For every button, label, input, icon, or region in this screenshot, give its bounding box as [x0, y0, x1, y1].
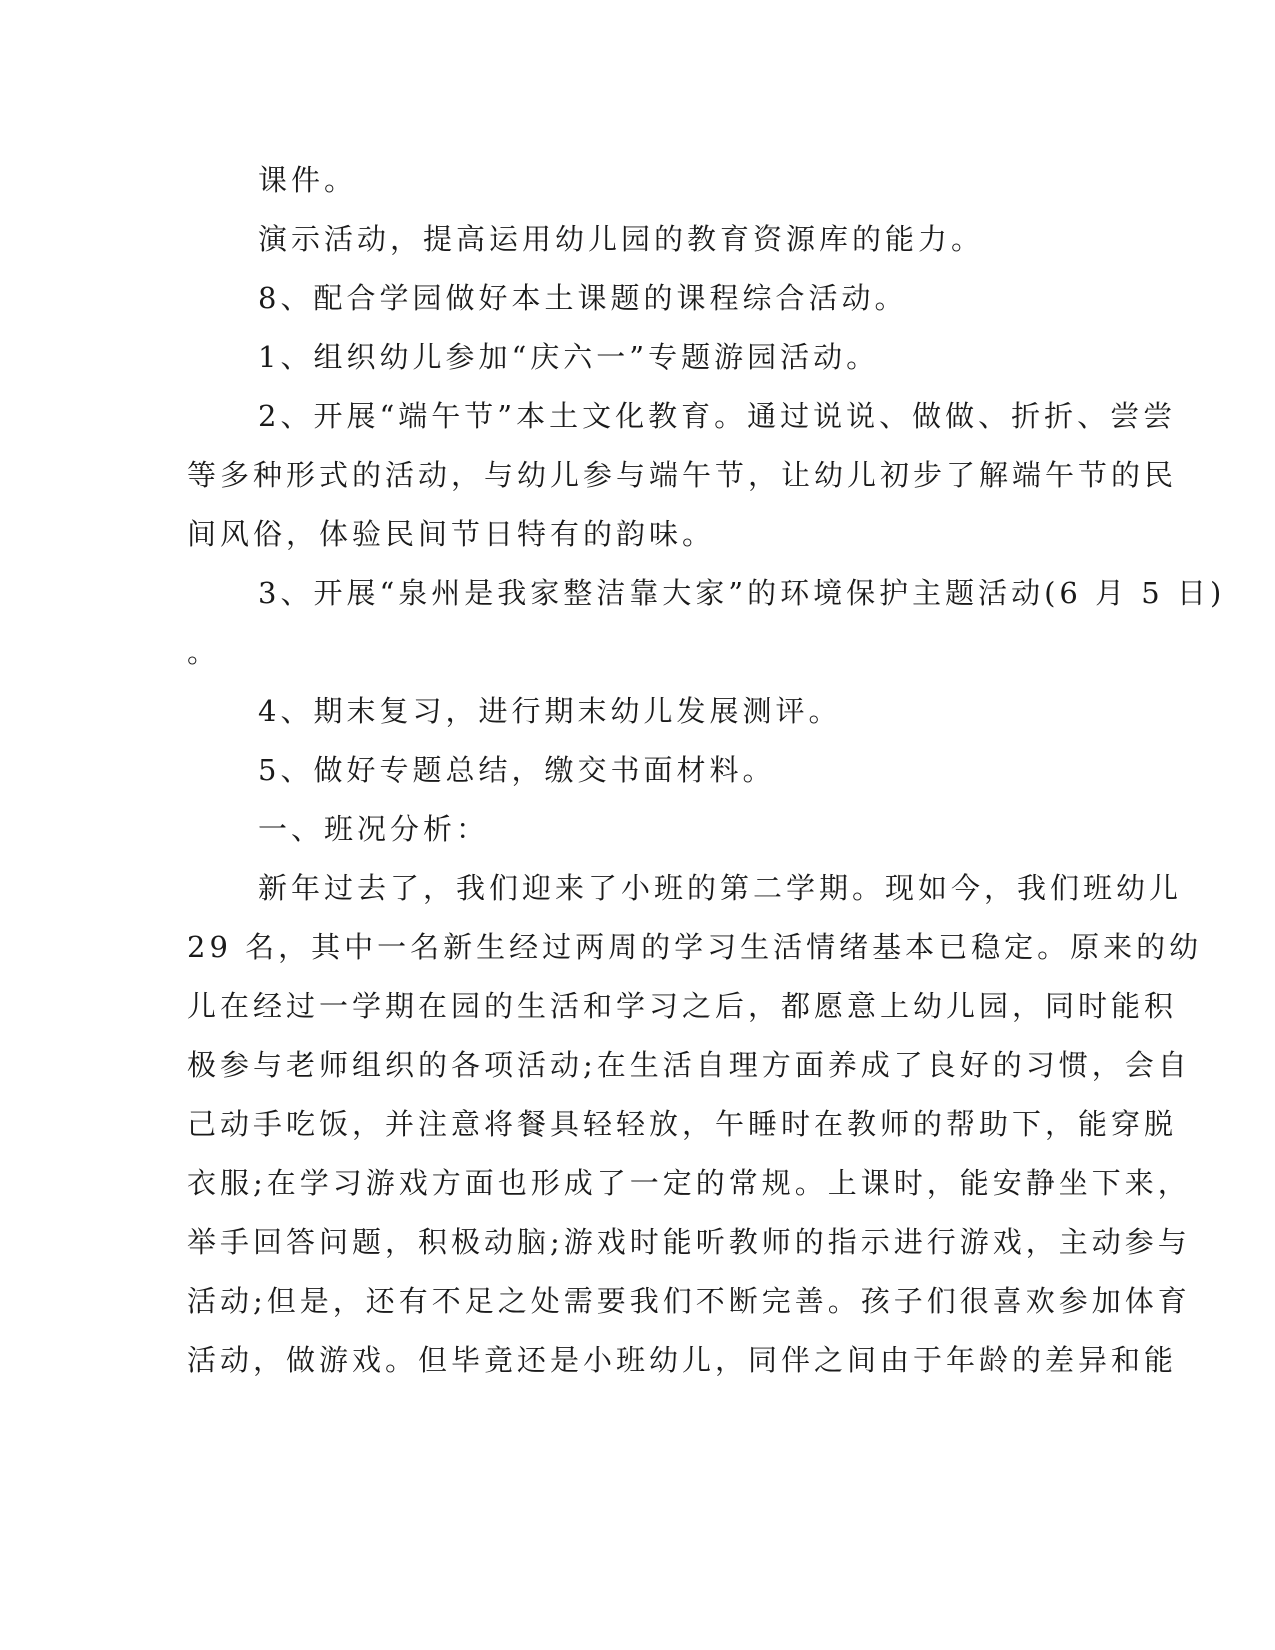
text-line: 演示活动，提高运用幼儿园的教育资源库的能力。 [258, 222, 985, 256]
text-line: 8、配合学园做好本土课题的课程综合活动。 [258, 281, 908, 315]
text-line: 儿在经过一学期在园的生活和学习之后，都愿意上幼儿园，同时能积 [187, 989, 1178, 1023]
text-line: 衣服;在学习游戏方面也形成了一定的常规。上课时，能安静坐下来， [187, 1166, 1191, 1200]
text-line: 己动手吃饭，并注意将餐具轻轻放，午睡时在教师的帮助下，能穿脱 [187, 1107, 1178, 1141]
text-line: 。 [187, 635, 221, 669]
text-line: 举手回答问题，积极动脑;游戏时能听教师的指示进行游戏，主动参与 [187, 1225, 1191, 1259]
text-line: 等多种形式的活动，与幼儿参与端午节，让幼儿初步了解端午节的民 [187, 458, 1178, 492]
text-line: 29 名，其中一名新生经过两周的学习生活情绪基本已稳定。原来的幼 [187, 930, 1203, 964]
text-line: 活动;但是，还有不足之处需要我们不断完善。孩子们很喜欢参加体育 [187, 1284, 1191, 1318]
text-line: 新年过去了，我们迎来了小班的第二学期。现如今，我们班幼儿 [258, 871, 1183, 905]
section-heading: 一、班况分析： [258, 812, 490, 846]
text-line: 4、期末复习，进行期末幼儿发展测评。 [258, 694, 842, 728]
text-line: 课件。 [258, 163, 358, 197]
text-line: 极参与老师组织的各项活动;在生活自理方面养成了良好的习惯，会自 [187, 1048, 1191, 1082]
text-line: 间风俗，体验民间节日特有的韵味。 [187, 517, 716, 551]
text-line: 3、开展“泉州是我家整洁靠大家”的环境保护主题活动(6 月 5 日) [258, 576, 1226, 610]
text-line: 1、组织幼儿参加“庆六一”专题游园活动。 [258, 340, 880, 374]
text-line: 2、开展“端午节”本土文化教育。通过说说、做做、折折、尝尝 [258, 399, 1177, 433]
text-line: 5、做好专题总结，缴交书面材料。 [258, 753, 776, 787]
text-line: 活动，做游戏。但毕竟还是小班幼儿，同伴之间由于年龄的差异和能 [187, 1343, 1178, 1377]
